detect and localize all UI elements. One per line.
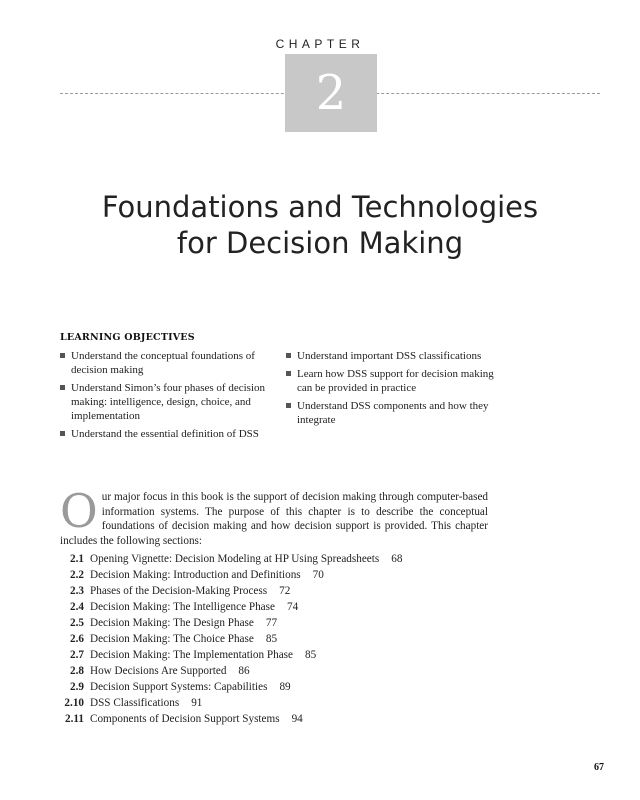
objective-text: Understand Simon’s four phases of decision making: intelligence, design, choice, and implementation <box>71 382 265 422</box>
objectives-right-column <box>286 349 501 431</box>
objective-text: Learn how DSS support for decision making can be provided in practice <box>297 368 494 394</box>
intro-text: ur major focus in this book is the support of decision making through computer-based information systems. The purpose of this chapter is to describe the conceptual foundations of decision making and how decision support is provided. This chapter includes the following sections: <box>60 491 488 547</box>
objectives-left-column <box>60 349 275 445</box>
section-entry <box>60 567 500 583</box>
objective-item <box>60 349 275 377</box>
section-title: Decision Making: Introduction and Definitions <box>90 569 301 581</box>
page-number: 67 <box>594 762 604 773</box>
chapter-title-line-1: Foundations and Technologies <box>101 190 539 225</box>
section-page: 85 <box>305 649 317 661</box>
section-title: Decision Making: The Intelligence Phase <box>90 601 275 613</box>
section-page: 86 <box>238 665 250 677</box>
objective-item <box>60 427 275 441</box>
objective-text: Understand the essential definition of DSS <box>71 428 259 440</box>
section-number: 2.10 <box>64 697 84 709</box>
chapter-title-line-2: for Decision Making <box>176 226 464 261</box>
section-title: Decision Support Systems: Capabilities <box>90 681 268 693</box>
objective-item <box>286 367 501 395</box>
objective-text: Understand the conceptual foundations of decision making <box>71 350 255 376</box>
section-title: Opening Vignette: Decision Modeling at HP Using Spreadsheets <box>90 553 380 565</box>
section-number: 2.5 <box>70 617 84 629</box>
section-number: 2.2 <box>70 569 84 581</box>
objective-item <box>60 381 275 423</box>
section-number: 2.8 <box>70 665 84 677</box>
section-entry <box>60 599 500 615</box>
section-title: Decision Making: The Implementation Phase <box>90 649 293 661</box>
intro-paragraph <box>60 484 488 548</box>
square-bullet-icon <box>60 385 65 390</box>
objective-text: Understand DSS components and how they integrate <box>297 400 489 426</box>
section-page: 72 <box>279 585 291 597</box>
section-page: 70 <box>312 569 324 581</box>
section-number: 2.3 <box>70 585 84 597</box>
square-bullet-icon <box>286 371 291 376</box>
chapter-title <box>0 189 640 261</box>
section-title: DSS Classifications <box>90 697 180 709</box>
section-entry <box>60 679 500 695</box>
section-list <box>60 551 500 727</box>
section-title: Phases of the Decision-Making Process <box>90 585 268 597</box>
section-number: 2.11 <box>65 713 84 725</box>
section-entry <box>60 647 500 663</box>
section-entry <box>60 583 500 599</box>
section-page: 68 <box>391 553 403 565</box>
objective-item <box>286 349 501 363</box>
section-number: 2.1 <box>70 553 84 565</box>
section-entry <box>60 711 500 727</box>
section-page: 74 <box>286 601 299 613</box>
chapter-number: 2 <box>315 65 347 121</box>
section-title: Components of Decision Support Systems <box>90 713 280 725</box>
section-number: 2.4 <box>70 601 84 613</box>
section-page: 91 <box>191 697 203 709</box>
square-bullet-icon <box>286 403 291 408</box>
section-page: 85 <box>265 633 278 645</box>
section-number: 2.7 <box>70 649 84 661</box>
section-title: Decision Making: The Design Phase <box>90 617 254 629</box>
section-title: How Decisions Are Supported <box>90 665 227 677</box>
section-page: 94 <box>291 713 303 725</box>
square-bullet-icon <box>286 353 291 358</box>
objective-item <box>286 399 501 427</box>
section-page: 77 <box>265 617 278 629</box>
section-entry <box>60 551 500 567</box>
section-number: 2.9 <box>70 681 84 693</box>
section-entry <box>60 695 500 711</box>
section-entry <box>60 615 500 631</box>
objective-text: Understand important DSS classifications <box>297 350 482 362</box>
drop-cap: O <box>60 484 98 539</box>
chapter-label: CHAPTER <box>275 37 365 51</box>
section-entry <box>60 663 500 679</box>
square-bullet-icon <box>60 353 65 358</box>
section-title: Decision Making: The Choice Phase <box>90 633 254 645</box>
chapter-number-box <box>285 54 377 132</box>
section-number: 2.6 <box>70 633 84 645</box>
learning-objectives-heading: LEARNING OBJECTIVES <box>60 332 195 343</box>
square-bullet-icon <box>60 431 65 436</box>
section-entry <box>60 631 500 647</box>
section-page: 89 <box>279 681 291 693</box>
